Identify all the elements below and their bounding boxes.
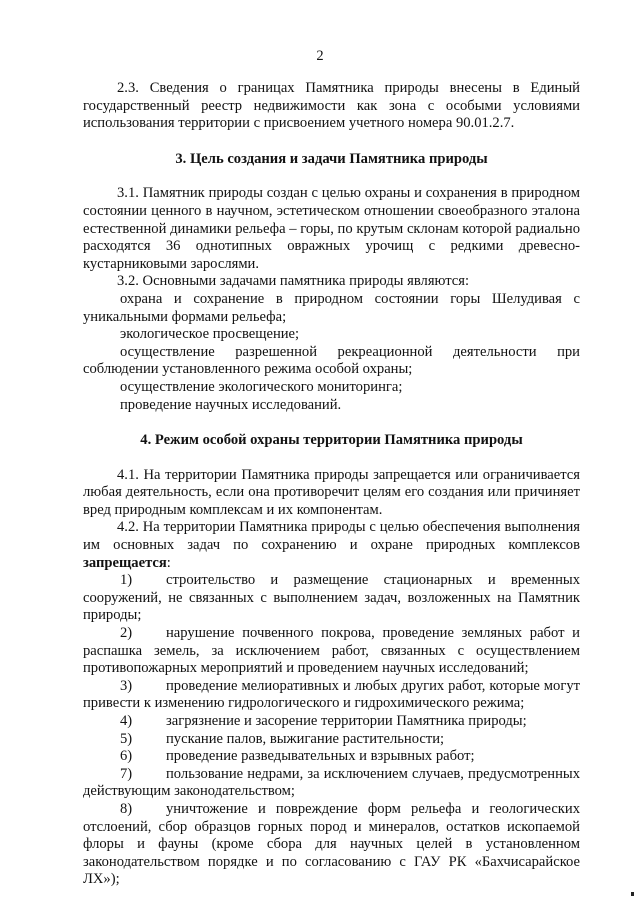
colon: : bbox=[166, 554, 171, 571]
item-number: 8) bbox=[120, 800, 133, 817]
item-text: пользование недрами, за исключением случаев, предусмотренных действующим законодательством; bbox=[83, 765, 580, 800]
prohibition-item bbox=[83, 625, 580, 678]
document-body bbox=[83, 80, 580, 889]
paragraph-3-1: 3.1. Памятник природы создан с целью охраны и сохранения в природном состоянии ценного в научном, эстетическом отношении своеобразного эталона естественной динамики рельефа – горы, по крутым склонам которой радиально расходятся 36 однотипных овражных урочищ с редкими древесно-кустарниковыми зарослями. bbox=[83, 185, 580, 272]
paragraph-4-2 bbox=[83, 519, 580, 572]
prohibition-item bbox=[83, 713, 580, 731]
section-4-heading: 4. Режим особой охраны территории Памятника природы bbox=[140, 432, 523, 449]
tasks-list bbox=[83, 291, 580, 414]
task-item: охрана и сохранение в природном состоянии горы Шелудивая с уникальными формами рельефа; bbox=[83, 290, 580, 325]
item-text: проведение мелиоративных и любых других работ, которые могут привести к изменению гидрологического и гидрохимического режима; bbox=[83, 677, 580, 712]
task-item: экологическое просвещение; bbox=[120, 326, 300, 343]
item-text: проведение разведывательных и взрывных работ; bbox=[166, 748, 475, 765]
item-number: 2) bbox=[120, 625, 133, 642]
item-number: 5) bbox=[120, 730, 133, 747]
scan-mark bbox=[631, 892, 634, 896]
prohibition-item bbox=[83, 748, 580, 766]
task-item: осуществление экологического мониторинга; bbox=[120, 378, 403, 395]
item-number: 6) bbox=[120, 748, 133, 765]
prohibition-item bbox=[83, 766, 580, 801]
page-number: 2 bbox=[316, 48, 324, 64]
item-text: уничтожение и повреждение форм рельефа и геологических отслоений, сбор образцов горных пород и минералов, остатков ископаемой флоры и фауны (кроме сбора для научных целей в установленном законодательством порядке и по согласованию с ГАУ РК «Бахчисарайское ЛХ»); bbox=[83, 800, 580, 888]
prohibitions-list bbox=[83, 572, 580, 889]
prohibited-keyword: запрещается bbox=[83, 554, 167, 571]
prohibition-item bbox=[83, 572, 580, 625]
item-text: строительство и размещение стационарных и временных сооружений, не связанных с выполнением задач, возложенных на Памятник природы; bbox=[83, 572, 580, 624]
item-number: 1) bbox=[120, 572, 133, 589]
paragraph-2-3: 2.3. Сведения о границах Памятника природы внесены в Единый государственный реестр недвижимости как зона с особыми условиями использования территории с присвоением учетного номера 90.01.2.7. bbox=[83, 80, 580, 132]
item-number: 7) bbox=[120, 765, 133, 782]
task-item: проведение научных исследований. bbox=[120, 396, 342, 413]
item-text: пускание палов, выжигание растительности; bbox=[166, 730, 445, 747]
item-text: нарушение почвенного покрова, проведение земляных работ и распашка земель, за исключением работ, связанных с осуществлением противопожарных мероприятий и проведением научных исследований; bbox=[83, 625, 580, 677]
prohibition-item bbox=[83, 801, 580, 889]
paragraph-3-2: 3.2. Основными задачами памятника природы являются: bbox=[117, 273, 470, 290]
task-item: осуществление разрешенной рекреационной деятельности при соблюдении установленного режима особой охраны; bbox=[83, 343, 580, 378]
section-3-heading: 3. Цель создания и задачи Памятника природы bbox=[175, 150, 488, 167]
prohibition-item bbox=[83, 678, 580, 713]
item-text: загрязнение и засорение территории Памятника природы; bbox=[166, 713, 527, 729]
item-number: 3) bbox=[120, 677, 133, 694]
paragraph-4-2-text: 4.2. На территории Памятника природы с целью обеспечения выполнения им основных задач по сохранению и охране природных комплексов bbox=[83, 519, 580, 554]
prohibition-item bbox=[83, 731, 580, 749]
paragraph-4-1: 4.1. На территории Памятника природы запрещается или ограничивается любая деятельность, если она противоречит целям его создания или причиняет вред природным комплексам и их компонентам. bbox=[83, 466, 580, 518]
item-number: 4) bbox=[120, 713, 133, 729]
